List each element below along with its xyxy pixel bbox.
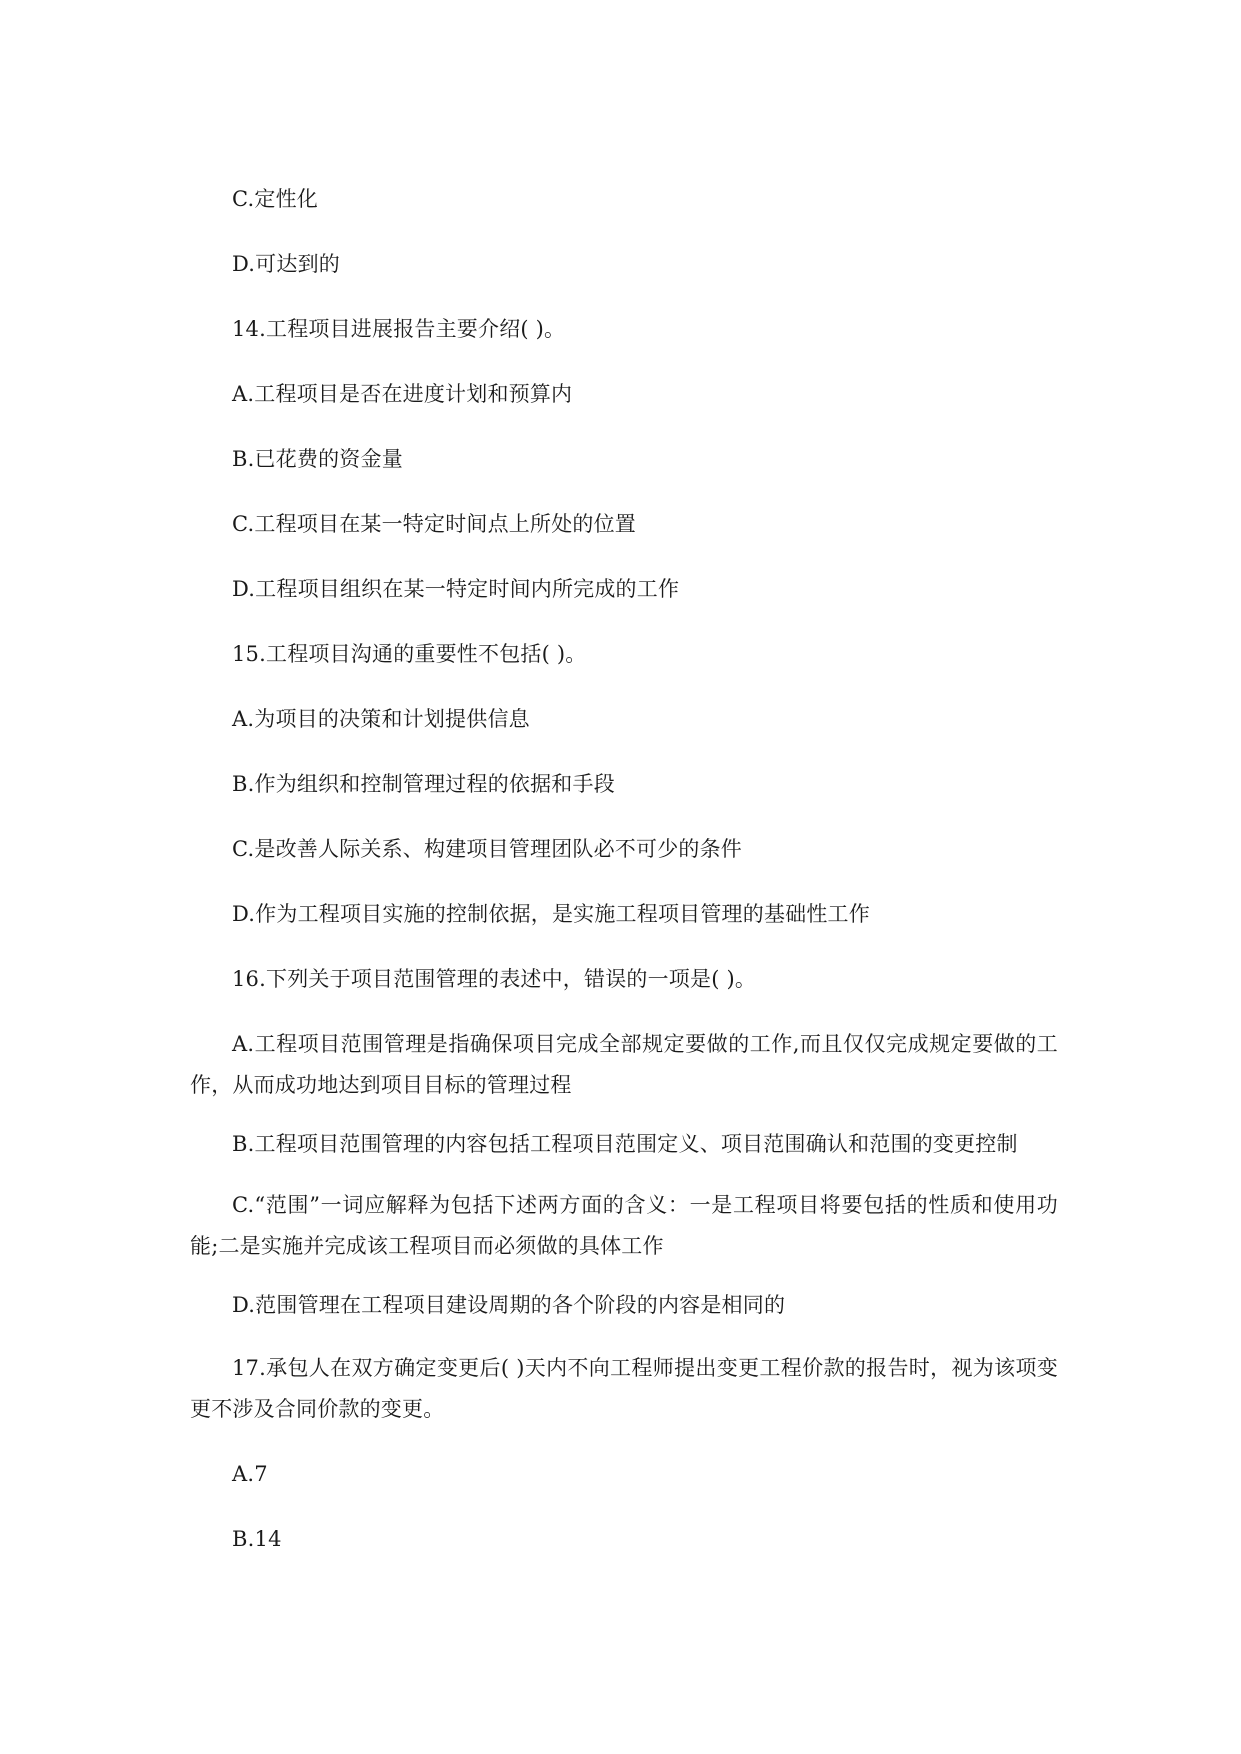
option-14a: A.工程项目是否在进度计划和预算内	[232, 382, 573, 406]
option-16c: C.“范围”一词应解释为包括下述两方面的含义：一是工程项目将要包括的性质和使用功能;二是实施并完成该工程项目而必须做的具体工作	[190, 1193, 1058, 1258]
option-16a: A.工程项目范围管理是指确保项目完成全部规定要做的工作,而且仅仅完成规定要做的工作，从而成功地达到项目目标的管理过程	[190, 1032, 1058, 1097]
option-14d: D.工程项目组织在某一特定时间内所完成的工作	[232, 577, 680, 601]
question-17: 17.承包人在双方确定变更后( )天内不向工程师提出变更工程价款的报告时，视为该项变更不涉及合同价款的变更。	[190, 1356, 1058, 1421]
option-17b: B.14	[232, 1527, 282, 1551]
question-16: 16.下列关于项目范围管理的表述中，错误的一项是( )。	[232, 967, 757, 991]
option-14c: C.工程项目在某一特定时间点上所处的位置	[232, 512, 636, 536]
question-14: 14.工程项目进展报告主要介绍( )。	[232, 317, 566, 341]
option-16d: D.范围管理在工程项目建设周期的各个阶段的内容是相同的	[232, 1293, 786, 1317]
option-14b: B.已花费的资金量	[232, 447, 403, 471]
option-15c: C.是改善人际关系、构建项目管理团队必不可少的条件	[232, 837, 742, 861]
option-15a: A.为项目的决策和计划提供信息	[232, 707, 530, 731]
option-15b: B.作为组织和控制管理过程的依据和手段	[232, 772, 615, 796]
option-13c: C.定性化	[232, 187, 318, 211]
option-17a: A.7	[232, 1462, 268, 1486]
option-16b: B.工程项目范围管理的内容包括工程项目范围定义、项目范围确认和范围的变更控制	[232, 1132, 1018, 1156]
option-13d: D.可达到的	[232, 252, 340, 276]
option-15d: D.作为工程项目实施的控制依据，是实施工程项目管理的基础性工作	[232, 902, 870, 926]
question-15: 15.工程项目沟通的重要性不包括( )。	[232, 642, 587, 666]
